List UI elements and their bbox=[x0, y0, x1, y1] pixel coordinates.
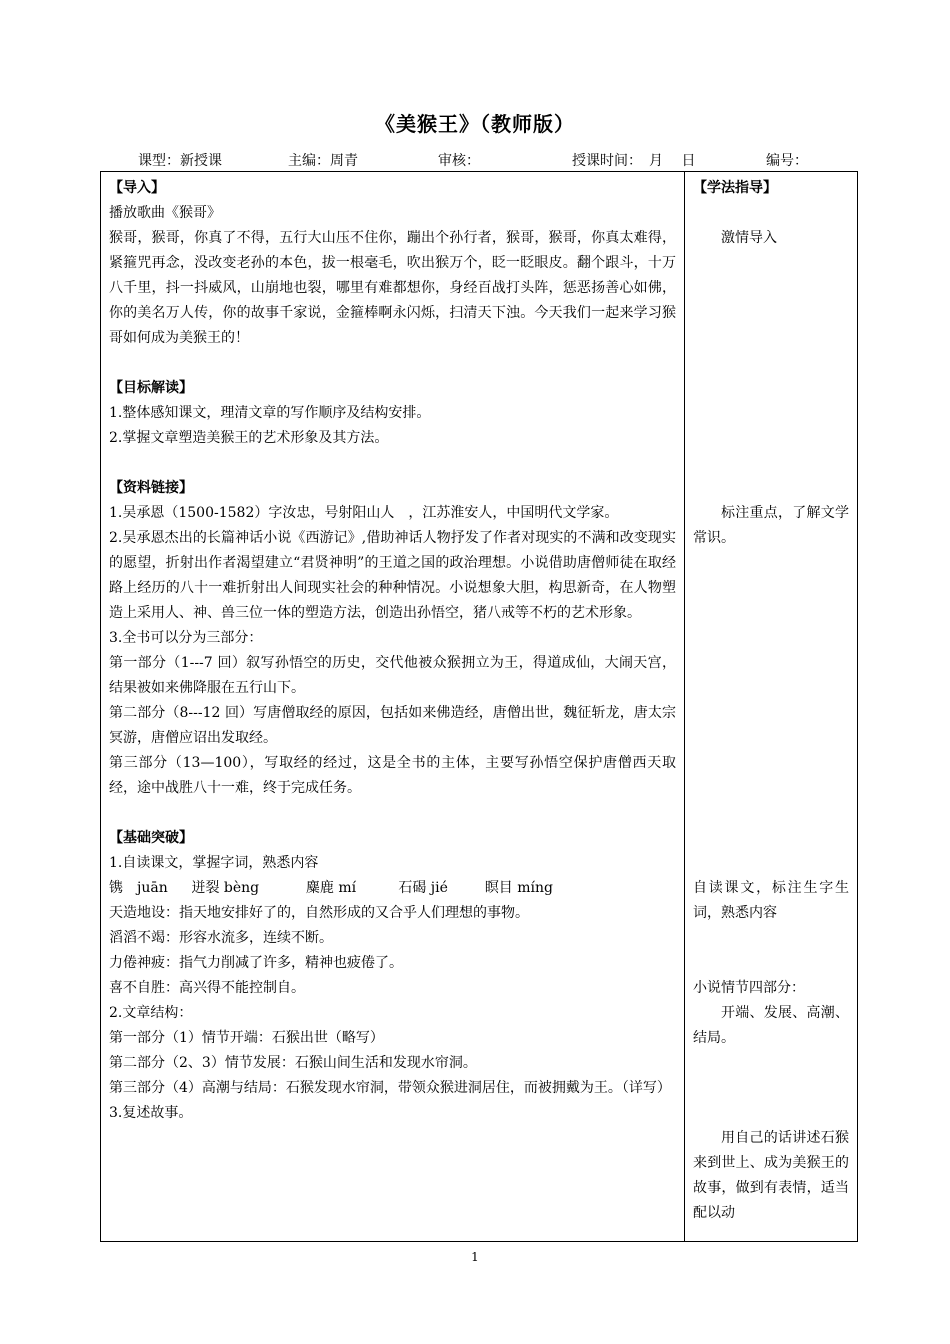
guidance-note: 标注重点，了解文学常识。 bbox=[693, 505, 849, 546]
pinyin-row bbox=[109, 876, 676, 901]
resource-heading: 【资料链接】 bbox=[109, 480, 193, 496]
pinyin-word: 迸裂 bèng bbox=[191, 880, 260, 896]
goal-item: 1.整体感知课文，理清文章的写作顺序及结构安排。 bbox=[109, 405, 431, 421]
pinyin-word: 麋鹿 mí bbox=[305, 880, 357, 896]
guidance-note: 用自己的话讲述石猴来到世上、成为美猴王的故事，做到有表情，适当配以动 bbox=[693, 1130, 849, 1221]
basics-heading: 【基础突破】 bbox=[109, 830, 193, 846]
goal-heading: 【目标解读】 bbox=[109, 380, 193, 396]
guidance-column bbox=[685, 172, 858, 1242]
book-part: 第一部分（1---7 回）叙写孙悟空的历史，交代他被众猴拥立为王，得道成仙，大闹天宫，结果被如来佛降服在五行山下。 bbox=[109, 655, 676, 696]
intro-heading: 【导入】 bbox=[109, 180, 165, 196]
structure-part: 第二部分（2、3）情节发展：石猴山间生活和发现水帘洞。 bbox=[109, 1055, 477, 1071]
word-definition: 喜不自胜：高兴得不能控制自。 bbox=[109, 980, 305, 996]
book-part: 第三部分（13—100），写取经的经过，这是全书的主体，主要写孙悟空保护唐僧西天取经，途中战胜八十一难，终于完成任务。 bbox=[109, 755, 676, 796]
lesson-table bbox=[100, 171, 858, 1242]
resource-item: 1.吴承恩（1500-1582）字汝忠，号射阳山人 ，江苏淮安人，中国明代文学家。 bbox=[109, 505, 619, 521]
pinyin-word: 瞑目 míng bbox=[484, 880, 553, 896]
resource-item: 3.全书可以分为三部分： bbox=[109, 630, 263, 646]
word-definition: 天造地设：指天地安排好了的，自然形成的又合乎人们理想的事物。 bbox=[109, 905, 529, 921]
pinyin-word: 镌 juān bbox=[109, 880, 168, 896]
teach-time: 授课时间： 月 日 bbox=[572, 153, 696, 169]
pinyin-word: 石碣 jié bbox=[398, 880, 448, 896]
goal-item: 2.掌握文章塑造美猴王的艺术形象及其方法。 bbox=[109, 430, 389, 446]
guidance-note: 自读课文，标注生字生词，熟悉内容 bbox=[693, 880, 849, 921]
editor: 主编：周青 bbox=[288, 153, 358, 169]
basics-item: 3.复述故事。 bbox=[109, 1105, 193, 1121]
guidance-note: 小说情节四部分： bbox=[693, 980, 805, 996]
guidance-heading: 【学法指导】 bbox=[693, 180, 777, 196]
guidance-note: 开端、发展、高潮、结局。 bbox=[693, 1005, 849, 1046]
content-column bbox=[101, 172, 685, 1242]
guidance-note: 激情导入 bbox=[721, 230, 777, 246]
intro-song: 播放歌曲《猴哥》 bbox=[109, 205, 221, 221]
word-definition: 滔滔不竭：形容水流多，连续不断。 bbox=[109, 930, 333, 946]
reviewer: 审核： bbox=[438, 153, 480, 169]
resource-item: 2.吴承恩杰出的长篇神话小说《西游记》,借助神话人物抒发了作者对现实的不满和改变现实的愿望，折射出作者渴望建立“君贤神明”的王道之国的政治理想。小说借助唐僧师徒在取经路上经历的八十一难折射出人间现实社会的种种情况。小说想象大胆，构思新奇，在人物塑造上采用人、神、兽三位一体的塑造方法，创造出孙悟空，猪八戒等不朽的艺术形象。 bbox=[109, 530, 676, 621]
basics-item: 2.文章结构： bbox=[109, 1005, 193, 1021]
structure-part: 第一部分（1）情节开端：石猴出世（略写） bbox=[109, 1030, 384, 1046]
word-definition: 力倦神疲：指气力削减了许多，精神也疲倦了。 bbox=[109, 955, 403, 971]
book-part: 第二部分（8---12 回）写唐僧取经的原因，包括如来佛造经，唐僧出世，魏征斩龙，唐太宗冥游，唐僧应诏出发取经。 bbox=[109, 705, 676, 746]
page-number: 1 bbox=[471, 1250, 479, 1264]
serial-number: 编号： bbox=[766, 153, 808, 169]
lesson-type: 课型：新授课 bbox=[138, 153, 222, 169]
intro-lyrics: 猴哥，猴哥，你真了不得，五行大山压不住你，蹦出个孙行者，猴哥，猴哥，你真太难得，紧箍咒再念，没改变老孙的本色，拔一根毫毛，吹出猴万个，眨一眨眼皮。翻个跟斗，十万八千里，抖一抖威风，山崩地也裂，哪里有难都想你，身经百战打头阵，惩恶扬善心如佛，你的美名万人传，你的故事千家说，金箍棒啊永闪烁，扫清天下浊。今天我们一起来学习猴哥如何成为美猴王的！ bbox=[109, 230, 676, 346]
document-title: 《美猴王》（教师版） bbox=[375, 112, 575, 136]
basics-item: 1.自读课文，掌握字词，熟悉内容 bbox=[109, 855, 319, 871]
structure-part: 第三部分（4）高潮与结局：石猴发现水帘洞，带领众猴进洞居住，而被拥戴为王。（详写） bbox=[109, 1080, 671, 1096]
